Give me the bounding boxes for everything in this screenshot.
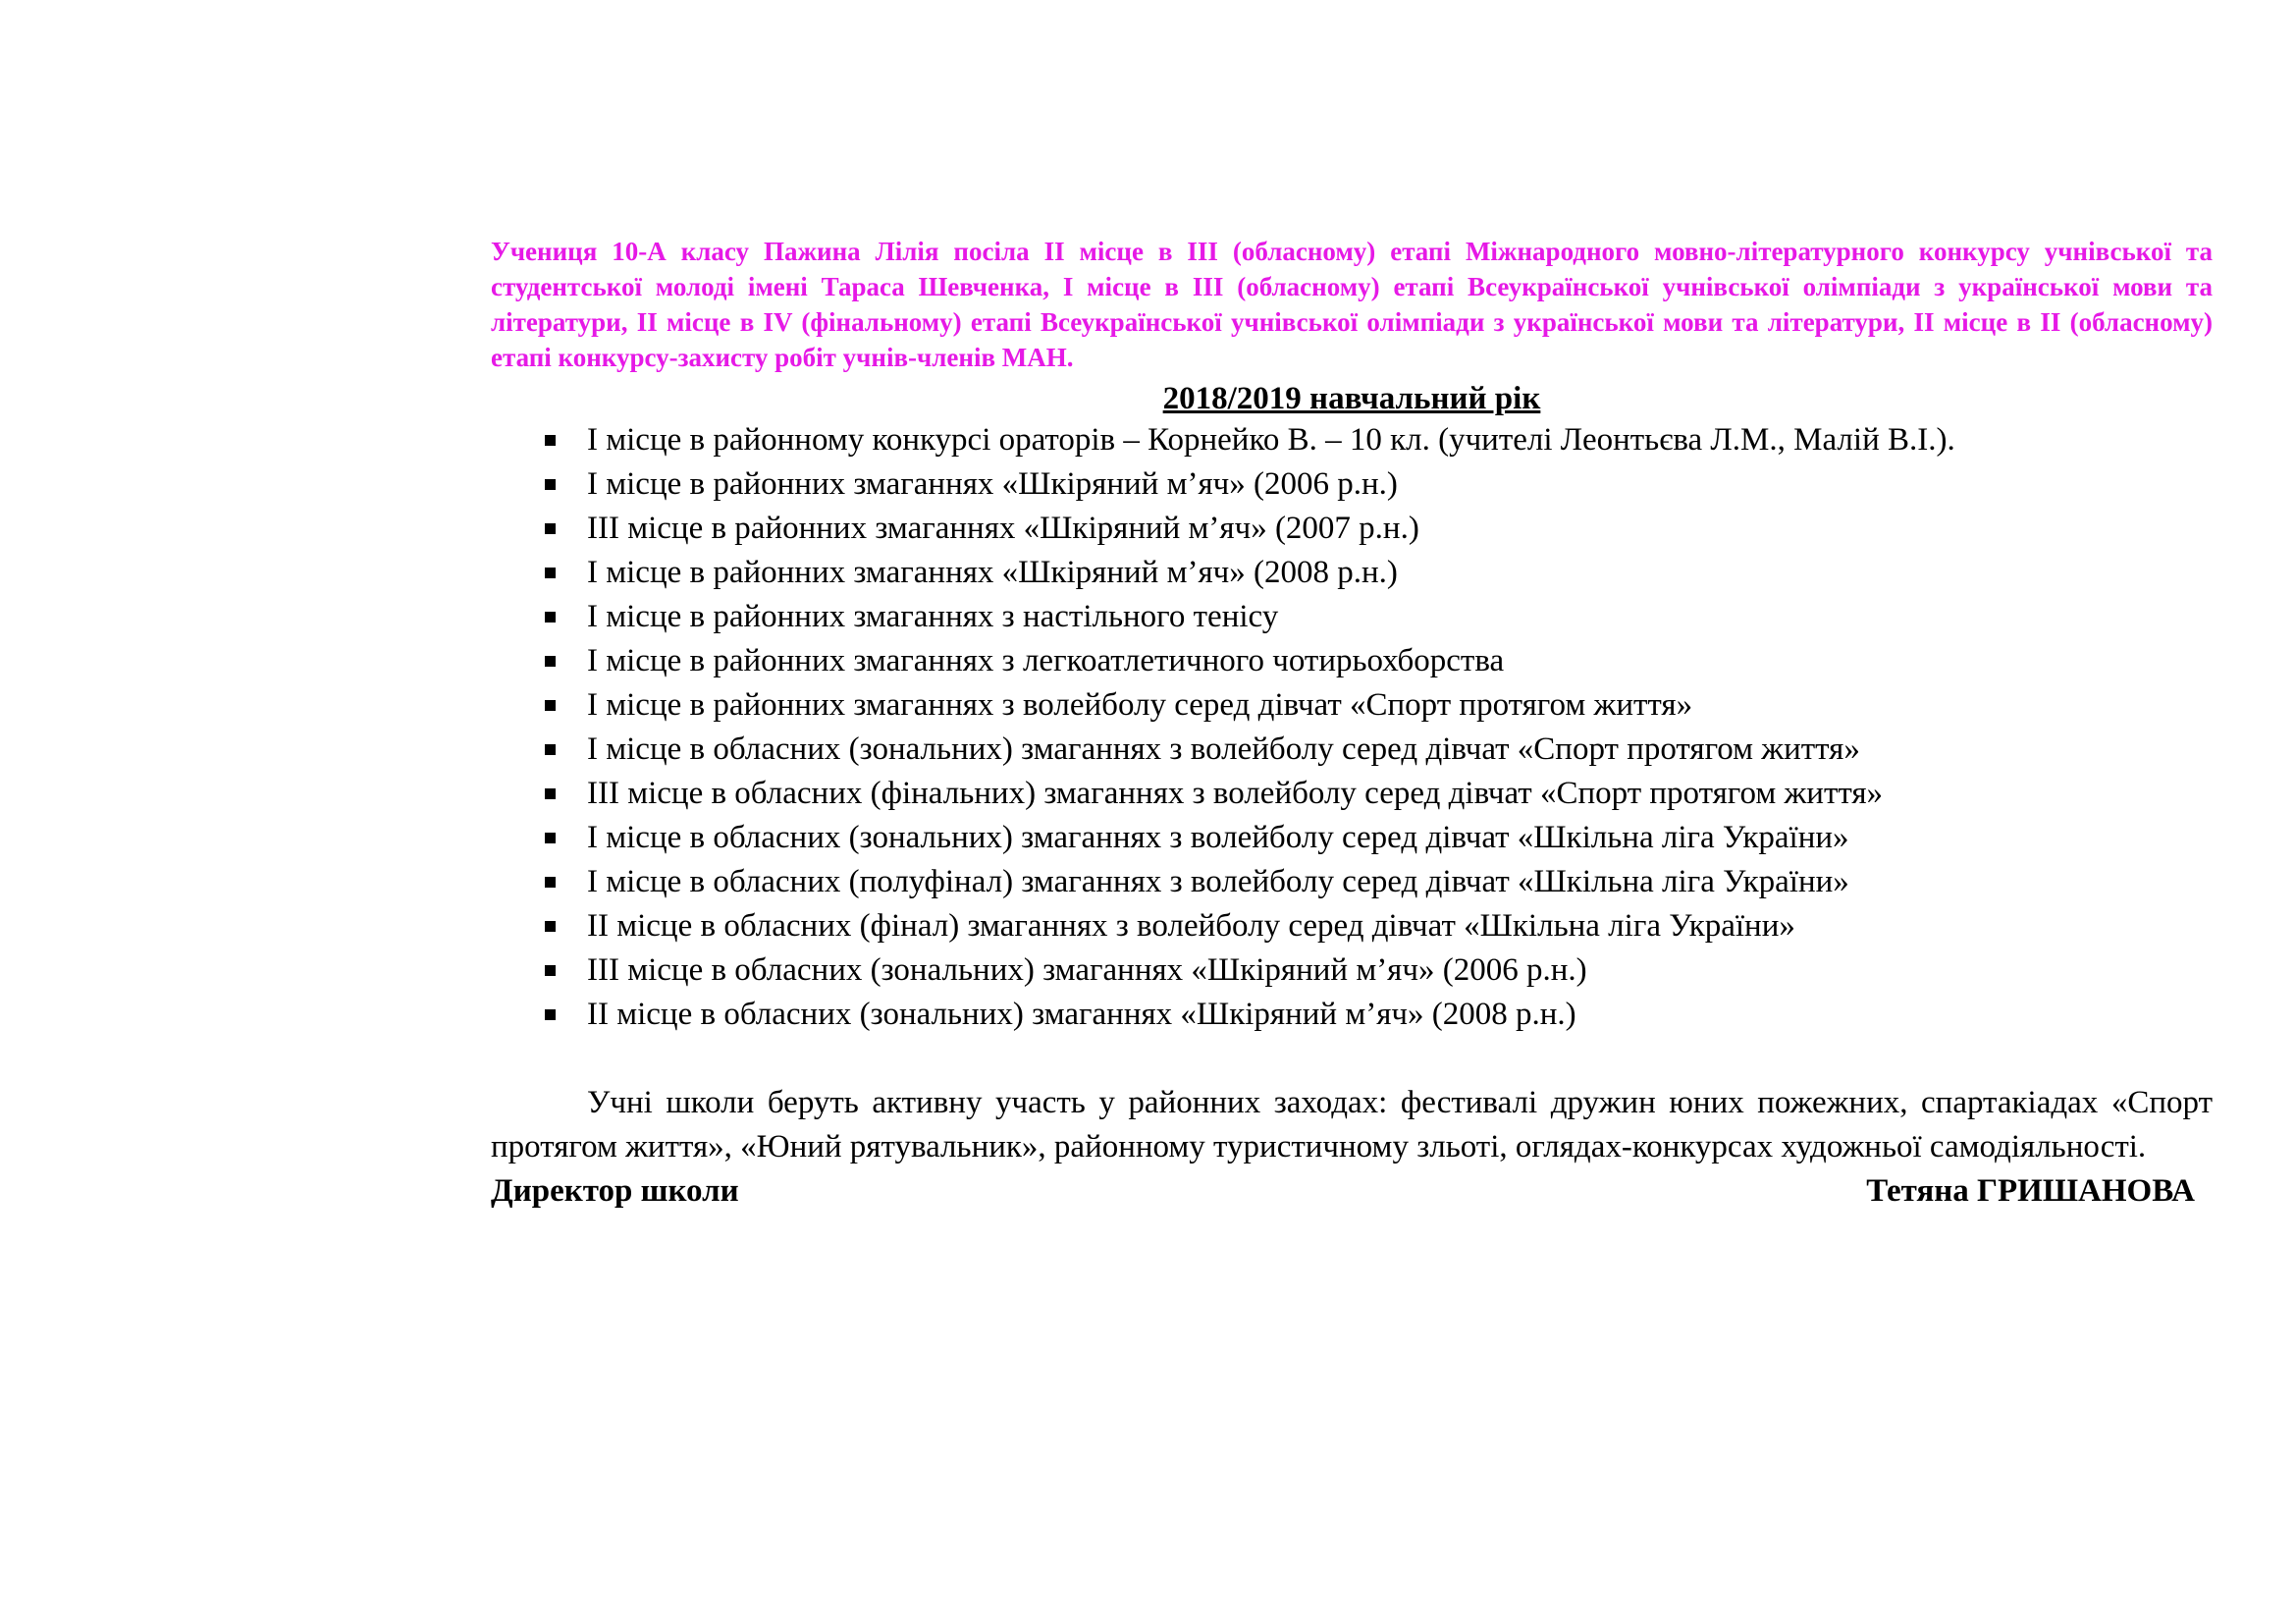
highlight-paragraph: Учениця 10-А класу Пажина Лілія посіла ІІ місце в ІІІ (обласному) етапі Міжнародного мовно-літературного конкурсу учнівської та студентської молоді імені Тараса Шевченка, І місце в ІІІ (обласному) етапі Всеукраїнської учнівської олімпіади з української мови та літератури, ІІ місце в IV (фінальному) етапі Всеукраїнської учнівської олімпіади з української мови та літератури, ІІ місце в ІІ (обласному) етапі конкурсу-захисту робіт учнів-членів МАН.: [491, 237, 2213, 372]
list-item-text: І місце в районних змаганнях «Шкіряний м’яч» (2008 р.н.): [587, 555, 1398, 590]
square-bullet-icon: [545, 921, 556, 932]
list-item: [545, 816, 2213, 860]
square-bullet-icon: [545, 788, 556, 799]
list-item: [545, 507, 2213, 551]
list-item-text: І місце в районних змаганнях з легкоатлетичного чотирьохборства: [587, 643, 1505, 678]
list-item: [545, 418, 2213, 462]
square-bullet-icon: [545, 479, 556, 490]
square-bullet-icon: [545, 700, 556, 711]
list-item-text: І місце в районних змаганнях з волейболу серед дівчат «Спорт протягом життя»: [587, 687, 1693, 723]
signature-title: Директор школи: [491, 1173, 739, 1209]
square-bullet-icon: [545, 656, 556, 667]
list-item-text: ІІ місце в обласних (зональних) змаганнях «Шкіряний м’яч» (2008 р.н.): [587, 997, 1576, 1032]
square-bullet-icon: [545, 435, 556, 446]
square-bullet-icon: [545, 523, 556, 534]
list-item-text: І місце в обласних (полуфінал) змаганнях з волейболу серед дівчат «Шкільна ліга України»: [587, 864, 1849, 899]
square-bullet-icon: [545, 877, 556, 888]
list-item: [545, 683, 2213, 728]
achievements-list: [491, 418, 2213, 1037]
list-item: [545, 551, 2213, 595]
year-heading: 2018/2019 навчальний рік: [1162, 381, 1541, 416]
list-item-text: ІІІ місце в обласних (фінальних) змаганнях з волейболу серед дівчат «Спорт протягом життя»: [587, 776, 1884, 811]
list-item: [545, 993, 2213, 1037]
square-bullet-icon: [545, 744, 556, 755]
signature-row: [491, 1169, 2213, 1214]
list-item-text: ІІІ місце в районних змаганнях «Шкіряний м’яч» (2007 р.н.): [587, 511, 1419, 546]
list-item-text: І місце в районному конкурсі ораторів – Корнейко В. – 10 кл. (учителі Леонтьєва Л.М., Малій В.І.).: [587, 422, 1955, 458]
square-bullet-icon: [545, 965, 556, 976]
square-bullet-icon: [545, 568, 556, 578]
list-item: [545, 904, 2213, 948]
list-item: [545, 860, 2213, 904]
list-item-text: ІІІ місце в обласних (зональних) змаганнях «Шкіряний м’яч» (2006 р.н.): [587, 952, 1587, 988]
list-item: [545, 772, 2213, 816]
list-item-text: І місце в районних змаганнях з настільного тенісу: [587, 599, 1279, 634]
list-item: [545, 462, 2213, 507]
signature-name: Тетяна ГРИШАНОВА: [1866, 1173, 2195, 1209]
list-item: [545, 639, 2213, 683]
document-page: [491, 234, 2213, 1214]
square-bullet-icon: [545, 833, 556, 843]
list-item-text: І місце в обласних (зональних) змаганнях з волейболу серед дівчат «Спорт протягом життя»: [587, 731, 1860, 767]
list-item: [545, 595, 2213, 639]
square-bullet-icon: [545, 1009, 556, 1020]
square-bullet-icon: [545, 612, 556, 623]
list-item: [545, 728, 2213, 772]
list-item: [545, 948, 2213, 993]
list-item-text: ІІ місце в обласних (фінал) змаганнях з волейболу серед дівчат «Шкільна ліга України»: [587, 908, 1795, 944]
activities-paragraph: Учні школи беруть активну участь у районних заходах: фестивалі дружин юних пожежних, спартакіадах «Спорт протягом життя», «Юний рятувальник», районному туристичному зльоті, оглядах-конкурсах художньої самодіяльності.: [491, 1085, 2213, 1164]
list-item-text: І місце в районних змаганнях «Шкіряний м’яч» (2006 р.н.): [587, 466, 1398, 502]
list-item-text: І місце в обласних (зональних) змаганнях з волейболу серед дівчат «Шкільна ліга України»: [587, 820, 1849, 855]
